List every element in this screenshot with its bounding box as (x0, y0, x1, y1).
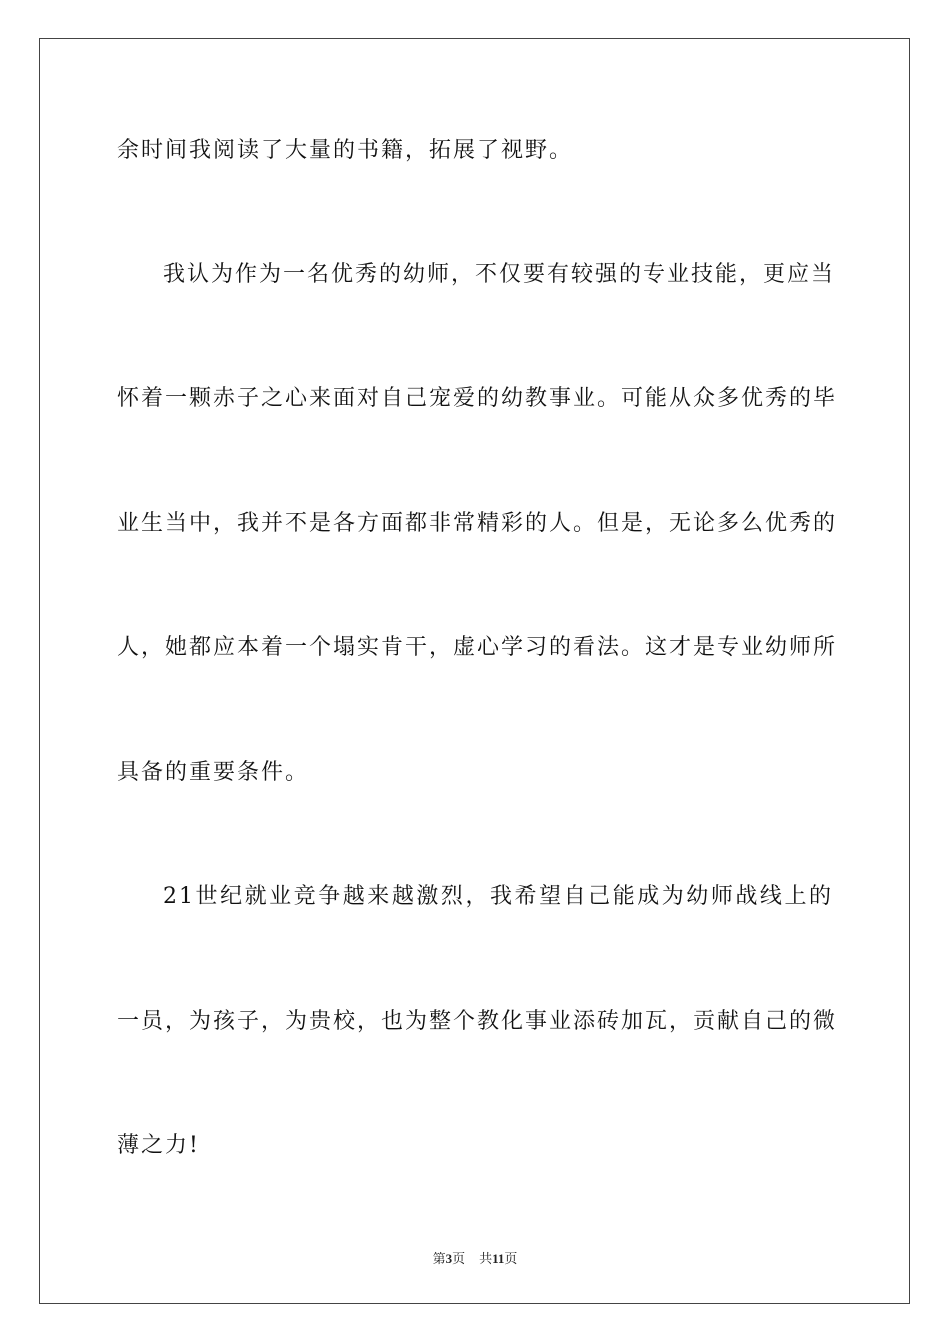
text-line: 薄之力! (117, 1133, 200, 1158)
page-label-prefix: 第 (432, 1251, 446, 1266)
text-line: 具备的重要条件。 (117, 760, 310, 785)
page-border (39, 38, 910, 1304)
total-label-suffix: 页 (504, 1251, 518, 1266)
page-number-total: 11 (492, 1251, 505, 1266)
text-line: 业生当中，我并不是各方面都非常精彩的人。但是，无论多么优秀的 (117, 511, 838, 536)
text-line: 余时间我阅读了大量的书籍，拓展了视野。 (117, 138, 574, 163)
page-label-suffix: 页 (452, 1251, 466, 1266)
text-line: 我认为作为一名优秀的幼师，不仅要有较强的专业技能，更应当 (163, 262, 836, 287)
page-number-current: 3 (445, 1251, 453, 1266)
text-line: 一员，为孩子，为贵校，也为整个教化事业添砖加瓦，贡献自己的微 (117, 1009, 838, 1034)
page-footer (0, 1248, 950, 1267)
text-line: 人，她都应本着一个塌实肯干，虚心学习的看法。这才是专业幼师所 (117, 635, 838, 660)
text-line: 怀着一颗赤子之心来面对自己宠爱的幼教事业。可能从众多优秀的毕 (117, 386, 838, 411)
text-line: 21世纪就业竞争越来越激烈，我希望自己能成为幼师战线上的 (163, 884, 833, 909)
total-label-prefix: 共 (479, 1251, 493, 1266)
